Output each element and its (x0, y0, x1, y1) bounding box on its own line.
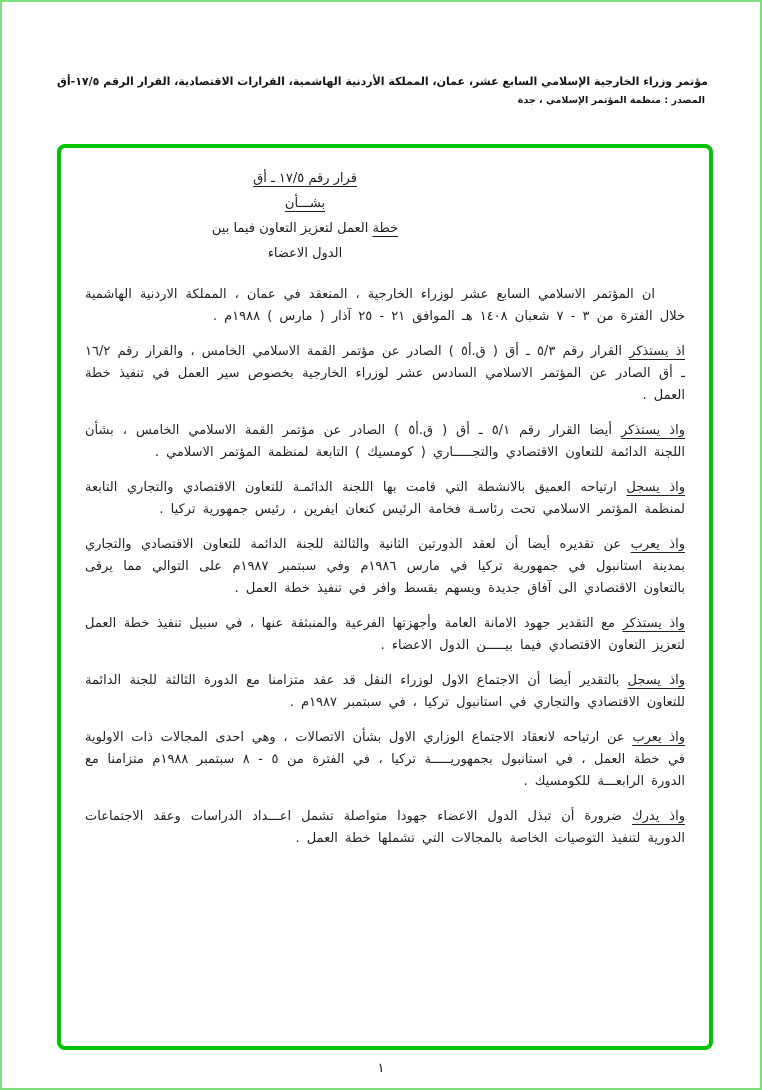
paragraph-text: عن تقديره أيضا أن لعقد الدورتين الثانية والثالثة للجنة الدائمة للتعاون الاقتصادي والتجاري بمدينة استانبول في جمهورية تركيا في مارس ١٩٨٦م وفي سبتمبر ١٩٨٧م على التوالي مما يرقى بالتعاون الاقتصادي الى آفاق جديدة ويسهم بقسط وافر في تنفيذ خطة العمل . (85, 537, 686, 596)
resolution-paragraph (85, 420, 685, 464)
title-lead: خطة (372, 221, 399, 236)
header-citation-line: مؤتمر وزراء الخارجية الإسلامي السابع عشر، عمان، المملكة الأردنية الهاشمية، القرارات الاقتصادية، القرار الرقم ١٧/٥-أق (57, 75, 708, 88)
paragraph-lead: واذ يستذكر (622, 616, 685, 631)
resolution-paragraph (85, 806, 685, 850)
title-line (212, 166, 398, 191)
title-line (212, 241, 398, 266)
paragraph-text: ضرورة أن تبذل الدول الاعضاء جهودا متواصلة تشمل اعـــداد الدراسات وعقد الاجتماعات الدورية لتنفيذ التوصيات الخاصة بالمجالات التي تشملها خطة العمل . (85, 809, 685, 846)
resolution-paragraph (85, 670, 685, 714)
title-rest: الدول الاعضاء (267, 246, 343, 261)
title-rest: العمل لتعزيز التعاون فيما بين (211, 221, 373, 236)
paragraph-text: عن ارتياحه لانعقاد الاجتماع الوزاري الاول بشأن الاتصالات ، وهي احدى المجالات ذات الاولوية في خطة العمل ، في استانبول بجمهوريـــــة تركيا ، في الفترة من ٥ - ٨ سبتمبر ١٩٨٨م متزامنا مع الدورة الرابعـــة للكومسيك . (85, 730, 685, 789)
resolution-paragraph (85, 477, 685, 521)
paragraph-lead: واذ يعرب (632, 730, 685, 745)
paragraph-lead: واذ يسجل (627, 673, 686, 688)
paragraph-text: القرار رقم ٥/٣ ـ أق ( ق.أ٥ ) الصادر عن مؤتمر القمة الاسلامي الخامس ، والقرار رقم ١٦/٢ ـ أق الصادر عن المؤتمر الاسلامي السادس عشر لوزراء الخارجية بخصوص سير العمل في تنفيذ خطة العمل . (85, 344, 685, 403)
resolution-paragraphs (85, 284, 685, 850)
paragraph-text: مع التقدير جهود الامانة العامة وأجهزتها الفرعية والمنبثقة عنها ، في سبيل تنفيذ خطة العمل لتعزيز التعاون الاقتصادي فيما بيـــــن الدول الاعضاء . (85, 616, 685, 653)
resolution-paragraph (85, 284, 685, 328)
paragraph-lead: واذ يعرب (630, 537, 685, 552)
resolution-paragraph (85, 341, 685, 407)
paragraph-lead: واذ يستذكر (620, 423, 685, 438)
page-number: ١ (377, 1061, 385, 1076)
resolution-title (212, 166, 398, 266)
resolution-paragraph (85, 534, 685, 600)
paragraph-text: بالتقدير أيضا أن الاجتماع الاول لوزراء النقل قد عقد متزامنا مع الدورة الثالثة للجنة الدائمة للتعاون الاقتصادي والتجاري في استانبول تركيا ، في سبتمبر ١٩٨٧م . (85, 673, 685, 710)
title-line (212, 216, 398, 241)
paragraph-lead: اذ يستذكر (629, 344, 685, 359)
paragraph-text: أيضا القرار رقم ٥/١ ـ أق ( ق.أ٥ ) الصادر عن مؤتمر القمة الاسلامي الخامس ، بشأن اللجنة الدائمة للتعاون الاقتصادي والتجـــــاري ( كومسيك ) التابعة لمنظمة المؤتمر الاسلامي . (85, 423, 685, 460)
paragraph-lead: واذ يسجل (626, 480, 686, 495)
document-body-frame (57, 144, 713, 1050)
resolution-paragraph (85, 727, 685, 793)
paragraph-lead: واذ يدرك (631, 809, 685, 824)
header-source-line: المصدر : منظمة المؤتمر الإسلامي ، جدة (517, 95, 705, 106)
resolution-paragraph (85, 613, 685, 657)
title-lead: بشـــأن (284, 196, 326, 211)
title-line (212, 191, 398, 216)
paragraph-text: ان المؤتمر الاسلامي السابع عشر لوزراء الخارجية ، المنعقد في عمان ، المملكة الاردنية الهاشمية خلال الفترة من ٣ - ٧ شعبان ١٤٠٨ هـ الموافق ٢١ - ٢٥ آذار ( مارس ) ١٩٨٨م . (85, 287, 685, 324)
paragraph-text: ارتياحه العميق بالانشطة التي قامت بها اللجنة الدائمـة للتعاون الاقتصادي والتجاري التابعة لمنظمة المؤتمر الاسلامي تحت رئاسـة فخامة الرئيس كنعان ايفرين ، رئيس جمهورية تركيا . (85, 480, 685, 517)
document-header (50, 74, 708, 106)
title-lead: قرار رقم ١٧/٥ ـ أق (253, 171, 357, 186)
